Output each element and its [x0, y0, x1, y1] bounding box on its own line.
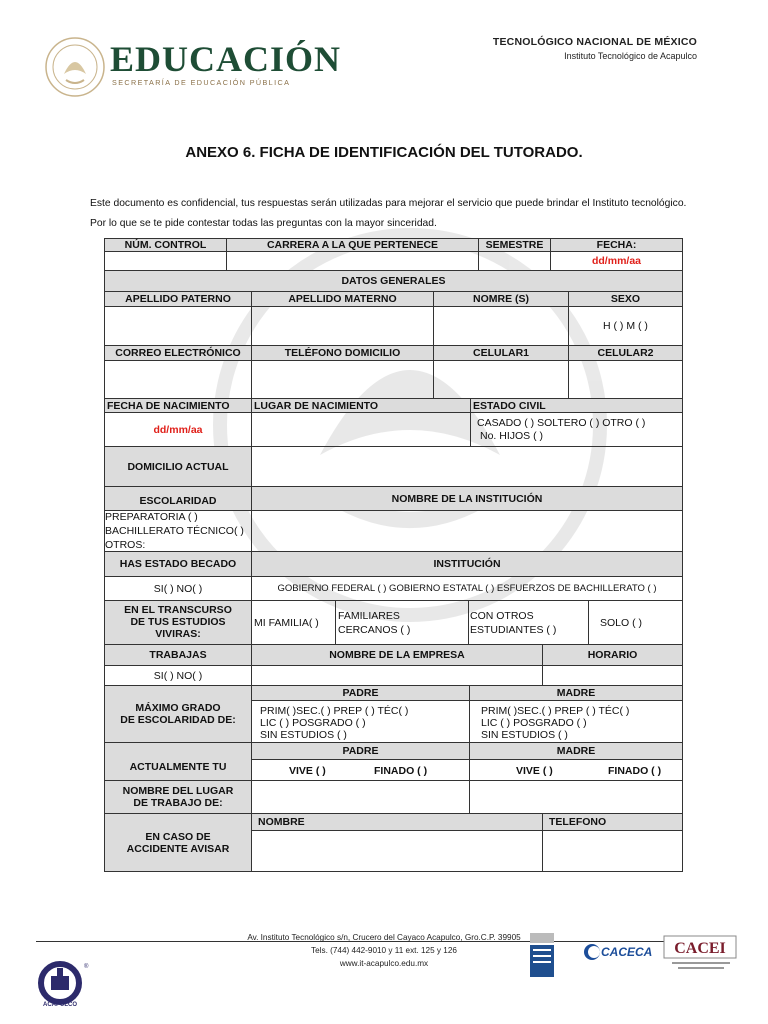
cacei-logo — [664, 936, 738, 974]
sexo-header: SEXO — [568, 291, 683, 307]
institucion-header: INSTITUCIÓN — [251, 551, 683, 577]
madre-vive-option[interactable]: VIVE ( ) — [516, 765, 553, 777]
max-grado-line2: DE ESCOLARIDAD DE: — [120, 714, 236, 726]
domicilio-field[interactable] — [251, 446, 683, 487]
nombre-institucion-header: NOMBRE DE LA INSTITUCIÓN — [251, 486, 683, 511]
telefono-domicilio-header: TELÉFONO DOMICILIO — [251, 345, 434, 361]
viviras-line2: DE TUS ESTUDIOS — [130, 616, 226, 628]
certification-logo-icon — [530, 933, 554, 977]
telefono-contacto-header: TELEFONO — [542, 813, 683, 831]
fecha-header: FECHA: — [550, 238, 683, 252]
nombre-contacto-field[interactable] — [251, 830, 543, 872]
familiares-line1: FAMILIARES — [338, 610, 400, 622]
madre-estado-field — [469, 759, 683, 781]
nombre-institucion-field[interactable] — [251, 510, 683, 552]
becado-options[interactable]: SI( ) NO( ) — [104, 576, 252, 601]
celular1-header: CELULAR1 — [433, 345, 569, 361]
itac-logo-text: ACAPULCO — [43, 1002, 77, 1008]
padre-lugar-trabajo-field[interactable] — [251, 780, 470, 814]
celular2-header: CELULAR2 — [568, 345, 683, 361]
semestre-field[interactable] — [478, 251, 551, 271]
padre-header: PADRE — [251, 685, 470, 701]
government-seal-icon — [44, 36, 106, 98]
madre-grado-line1[interactable]: PRIM( )SEC.( ) PREP ( ) TÉC( ) — [481, 705, 630, 717]
campus-name: Instituto Tecnológico de Acapulco — [564, 51, 697, 61]
nombre-contacto-header: NOMBRE — [251, 813, 543, 831]
fecha-nacimiento-header: FECHA DE NACIMIENTO — [104, 398, 252, 413]
domicilio-header: DOMICILIO ACTUAL — [104, 446, 252, 487]
telefono-domicilio-field[interactable] — [251, 360, 434, 399]
sexo-field[interactable] — [568, 306, 683, 346]
estado-civil-options[interactable]: CASADO ( ) SOLTERO ( ) OTRO ( ) — [477, 417, 646, 429]
cacei-logo-icon — [664, 936, 738, 974]
viviras-line3: VIVIRAS: — [155, 628, 201, 640]
apellido-materno-header: APELLIDO MATERNO — [251, 291, 434, 307]
familiares-line2: CERCANOS ( ) — [338, 624, 411, 636]
otros-estudiantes-line2: ESTUDIANTES ( ) — [470, 624, 557, 636]
bachillerato-option[interactable]: BACHILLERATO TÉCNICO( ) — [105, 525, 244, 537]
madre-finado-option[interactable]: FINADO ( ) — [608, 765, 662, 777]
estado-civil-field[interactable] — [470, 412, 683, 447]
apellido-materno-field[interactable] — [251, 306, 434, 346]
correo-field[interactable] — [104, 360, 252, 399]
max-grado-line1: MÁXIMO GRADO — [135, 702, 221, 714]
nombres-field[interactable] — [433, 306, 569, 346]
apellido-paterno-header: APELLIDO PATERNO — [104, 291, 252, 307]
escolaridad-header: ESCOLARIDAD — [104, 486, 252, 511]
madre-lugar-trabajo-field[interactable] — [469, 780, 683, 814]
mi-familia-option[interactable]: MI FAMILIA( ) — [251, 600, 336, 645]
accidente-header — [104, 813, 252, 872]
padre-estado-header: PADRE — [251, 742, 470, 760]
madre-grado-line2[interactable]: LIC ( ) POSGRADO ( ) — [481, 717, 587, 729]
horario-field[interactable] — [542, 665, 683, 686]
escolaridad-options — [104, 510, 252, 552]
padre-vive-option[interactable]: VIVE ( ) — [289, 765, 326, 777]
accidente-line1: EN CASO DE — [145, 831, 211, 843]
caceca-logo-text: CACECA — [601, 945, 653, 959]
otros-option[interactable]: OTROS: — [105, 539, 146, 551]
sexo-options[interactable]: H ( ) M ( ) — [603, 320, 648, 332]
cacei-logo-text: CACEI — [674, 940, 726, 957]
viviras-header — [104, 600, 252, 645]
estado-civil-header: ESTADO CIVIL — [470, 398, 683, 413]
apellido-paterno-field[interactable] — [104, 306, 252, 346]
footer-website[interactable]: www.it-acapulco.edu.mx — [339, 959, 429, 968]
hijos-field[interactable]: No. HIJOS ( ) — [480, 430, 544, 442]
otros-estudiantes-option[interactable] — [468, 600, 589, 645]
lugar-trabajo-line1: NOMBRE DEL LUGAR — [122, 785, 234, 797]
familiares-option[interactable] — [335, 600, 469, 645]
viviras-line1: EN EL TRANSCURSO — [124, 604, 232, 616]
caceca-logo — [583, 940, 653, 966]
horario-header: HORARIO — [542, 644, 683, 666]
nombres-header: NOMRE (S) — [433, 291, 569, 307]
registered-mark-icon: ® — [84, 964, 89, 970]
itac-logo-icon — [34, 958, 90, 1008]
padre-grado-line2[interactable]: LIC ( ) POSGRADO ( ) — [260, 717, 366, 729]
intro-paragraph: Este documento es confidencial, tus respuestas serán utilizadas para mejorar el servicio que puede brindar el Instituto tecnológico. Por lo que se te pide contestar todas las preguntas con la mayor sinceridad. — [90, 198, 687, 229]
becado-header: HAS ESTADO BECADO — [104, 551, 252, 577]
madre-estado-header: MADRE — [469, 742, 683, 760]
otros-estudiantes-line1: CON OTROS — [470, 610, 534, 622]
accidente-line2: ACCIDENTE AVISAR — [126, 843, 230, 855]
padre-estado-field — [251, 759, 470, 781]
caceca-logo-icon — [583, 940, 653, 966]
brand-title: EDUCACIÓN — [110, 39, 342, 79]
max-grado-header — [104, 685, 252, 743]
celular2-field[interactable] — [568, 360, 683, 399]
madre-grado-line3[interactable]: SIN ESTUDIOS ( ) — [481, 729, 568, 741]
trabajas-header: TRABAJAS — [104, 644, 252, 666]
lugar-nacimiento-field[interactable] — [251, 412, 471, 447]
footer-phones: Tels. (744) 442-9010 y 11 ext. 125 y 126 — [311, 946, 457, 955]
padre-finado-option[interactable]: FINADO ( ) — [374, 765, 428, 777]
semestre-header: SEMESTRE — [478, 238, 551, 252]
fecha-field[interactable]: dd/mm/aa — [550, 251, 683, 271]
preparatoria-option[interactable]: PREPARATORIA ( ) — [105, 511, 198, 523]
madre-header: MADRE — [469, 685, 683, 701]
carrera-field[interactable] — [226, 251, 479, 271]
lugar-trabajo-line2: DE TRABAJO DE: — [133, 797, 223, 809]
beca-institucion-options[interactable]: GOBIERNO FEDERAL ( ) GOBIERNO ESTATAL ( ) ESFUERZOS DE BACHILLERATO ( ) — [251, 576, 683, 601]
footer-address: Av. Instituto Tecnológico s/n, Crucero del Cayaco Acapulco, Gro.C.P. 39905 — [247, 933, 521, 942]
padre-grado-field — [251, 700, 470, 743]
num-control-field[interactable] — [104, 251, 227, 271]
padre-grado-line1[interactable]: PRIM( )SEC.( ) PREP ( ) TÉC( ) — [260, 705, 409, 717]
correo-header: CORREO ELECTRÓNICO — [104, 345, 252, 361]
fecha-nacimiento-field[interactable]: dd/mm/aa — [104, 412, 252, 447]
telefono-contacto-field[interactable] — [542, 830, 683, 872]
lugar-trabajo-header — [104, 780, 252, 814]
brand-subtitle: SECRETARÍA DE EDUCACIÓN PÚBLICA — [112, 78, 291, 87]
datos-generales-header: DATOS GENERALES — [104, 270, 683, 292]
madre-grado-field — [469, 700, 683, 743]
solo-option[interactable]: SOLO ( ) — [588, 600, 683, 645]
trabajas-options[interactable]: SI( ) NO( ) — [104, 665, 252, 686]
carrera-header: CARRERA A LA QUE PERTENECE — [226, 238, 479, 252]
document-title: ANEXO 6. FICHA DE IDENTIFICACIÓN DEL TUTORADO. — [185, 144, 583, 161]
nombre-empresa-field[interactable] — [251, 665, 543, 686]
actualmente-header: ACTUALMENTE TU — [104, 742, 252, 781]
nombre-empresa-header: NOMBRE DE LA EMPRESA — [251, 644, 543, 666]
padre-grado-line3[interactable]: SIN ESTUDIOS ( ) — [260, 729, 347, 741]
num-control-header: NÚM. CONTROL — [104, 238, 227, 252]
celular1-field[interactable] — [433, 360, 569, 399]
institution-name: TECNOLÓGICO NACIONAL DE MÉXICO — [492, 36, 697, 48]
lugar-nacimiento-header: LUGAR DE NACIMIENTO — [251, 398, 471, 413]
tutored-student-form — [104, 238, 683, 872]
